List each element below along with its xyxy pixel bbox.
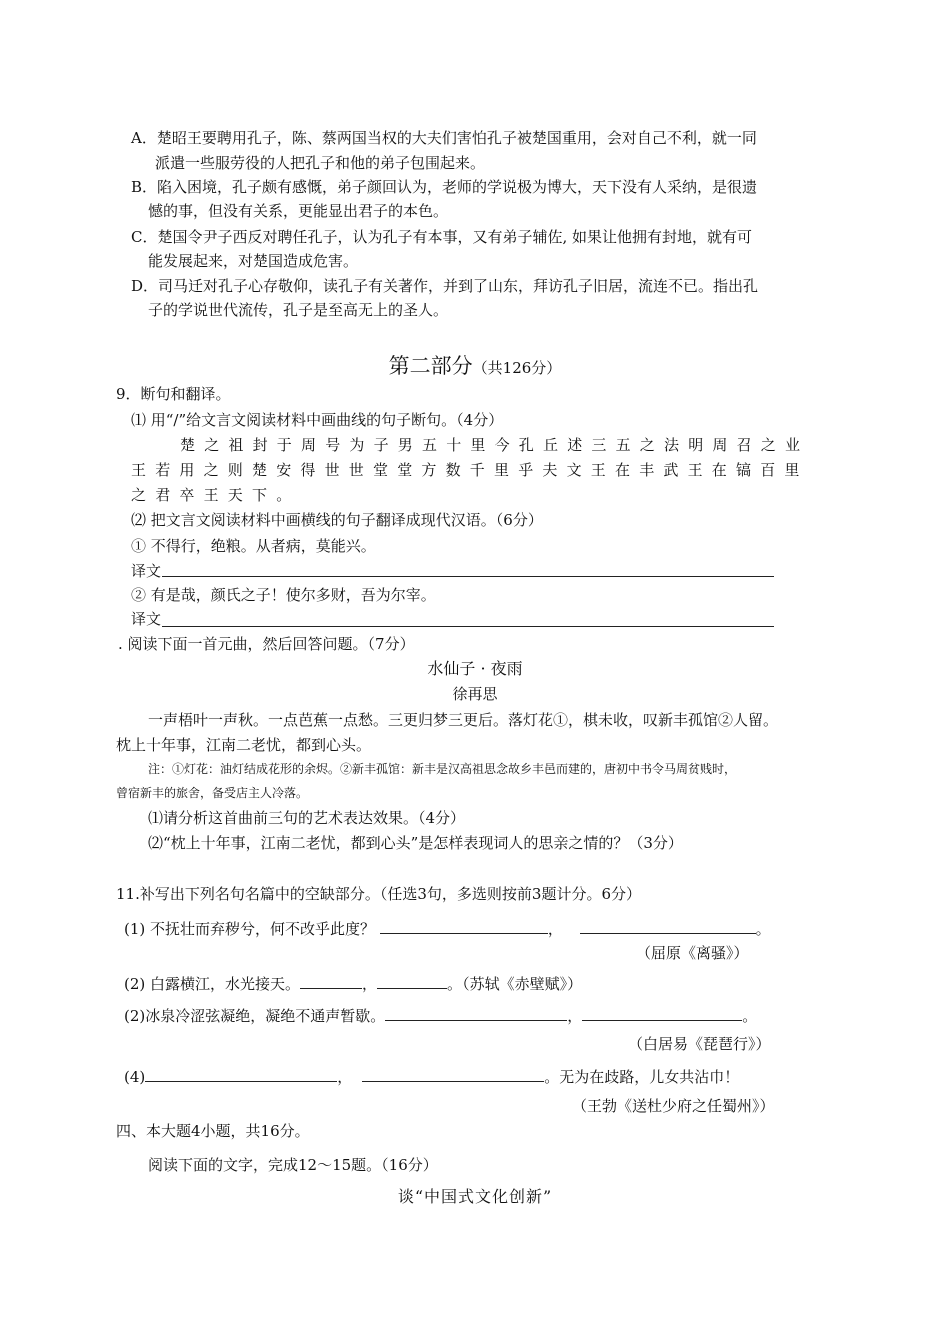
part-four-instruction: 阅读下面的文字，完成12～15题。（16分） bbox=[148, 1156, 438, 1174]
q9-sentence1: ① 不得行，绝粮。从者病，莫能兴。 bbox=[131, 537, 376, 555]
q9-text-line1: 楚之祖封于周号为子男五十里今孔丘述三五之法明周召之业 bbox=[180, 436, 810, 454]
poem-note-line2: 曾宿新丰的旅舍，备受店主人冷落。 bbox=[116, 786, 309, 800]
article-title: 谈“中国式文化创新” bbox=[397, 1187, 553, 1206]
q9-sub1: ⑴ 用“/”给文言文阅读材料中画曲线的句子断句。（4分） bbox=[131, 411, 504, 429]
q9-text-line2: 王若用之则楚安得世世堂堂方数千里乎夫文王在丰武王在镐百里 bbox=[131, 461, 809, 479]
poem-line1: 一声梧叶一声秋。一点芭蕉一点愁。三更归梦三更后。落灯花①，棋未收，叹新丰孤馆②人留。 bbox=[148, 711, 779, 729]
q11-item4-source: （王勃《送杜少府之任蜀州》） bbox=[572, 1097, 775, 1115]
q11-item4 bbox=[124, 1065, 739, 1087]
q11-item1-blank1[interactable] bbox=[380, 917, 548, 934]
q11-heading: 11.补写出下列名句名篇中的空缺部分。（任选3句，多选则按前3题计分。6分） bbox=[116, 885, 641, 903]
poem-line2: 枕上十年事，江南二老忧，都到心头。 bbox=[116, 736, 372, 754]
part-two-title bbox=[0, 350, 950, 380]
option-c-line2: 能发展起来，对楚国造成危害。 bbox=[148, 252, 359, 270]
poem-note-line1: 注：①灯花：油灯结成花形的余烬。②新丰孤馆：新丰是汉高祖思念故乡丰邑而建的，唐初中书令马周贫贱时， bbox=[148, 762, 737, 776]
q9-translation2-blank[interactable] bbox=[162, 626, 774, 627]
q9-sentence2: ② 有是哉，颜氏之子！使尔多财，吾为尔宰。 bbox=[131, 586, 436, 604]
option-b-line2: 憾的事，但没有关系，更能显出君子的本色。 bbox=[148, 202, 449, 220]
q11-period: 。 bbox=[742, 1007, 758, 1025]
q9-sub2: ⑵ 把文言文阅读材料中画横线的句子翻译成现代汉语。（6分） bbox=[131, 511, 543, 529]
option-b-line1: B．陷入困境，孔子颇有感慨，弟子颜回认为，老师的学说极为博大，天下没有人采纳，是很遗 bbox=[131, 178, 758, 196]
q11-item2-text: (2) 白露横江，水光接天。 bbox=[124, 975, 301, 993]
q9-translation2-label: 译文 bbox=[131, 610, 162, 628]
q11-item3-blank2[interactable] bbox=[582, 1004, 742, 1021]
q11-comma: ， bbox=[567, 1007, 583, 1025]
q11-item1 bbox=[124, 917, 771, 939]
q11-comma: ， bbox=[337, 1068, 353, 1086]
part-two-heading: 第二部分 bbox=[388, 354, 473, 378]
q11-period: 。 bbox=[755, 920, 771, 938]
option-c-line1: C．楚国令尹子西反对聘任孔子，认为孔子有本事，又有弟子辅佐, 如果让他拥有封地，就有可 bbox=[131, 228, 753, 246]
q9-heading: 9．断句和翻译。 bbox=[116, 385, 231, 403]
option-d-line1: D．司马迁对孔子心存敬仰，读孔子有关著作，并到了山东，拜访孔子旧居，流连不已。指出孔 bbox=[131, 277, 759, 295]
q11-item1-blank2[interactable] bbox=[580, 917, 756, 934]
q11-item4-label: (4) bbox=[124, 1068, 146, 1086]
q11-comma: ， bbox=[547, 920, 563, 938]
q11-item3-blank1[interactable] bbox=[385, 1004, 567, 1021]
q10-question-a: ⑴请分析这首曲前三句的艺术表达效果。（4分） bbox=[148, 809, 466, 827]
q11-item4-blank1[interactable] bbox=[145, 1065, 337, 1082]
q11-period: 。 bbox=[447, 975, 463, 993]
q11-item3 bbox=[124, 1004, 757, 1026]
q9-translation1-blank[interactable] bbox=[162, 576, 774, 577]
q11-item2 bbox=[124, 972, 582, 994]
q11-item2-blank1[interactable] bbox=[300, 972, 362, 989]
poem-title: 水仙子 · 夜雨 bbox=[427, 659, 523, 678]
part-two-score: （共126分） bbox=[472, 359, 562, 377]
q11-item2-blank2[interactable] bbox=[377, 972, 447, 989]
option-a-line1: A．楚昭王要聘用孔子，陈、蔡两国当权的大夫们害怕孔子被楚国重用，会对自己不利，就一同 bbox=[131, 129, 757, 147]
q11-item4-tail: 。无为在歧路，儿女共沾巾！ bbox=[544, 1068, 740, 1086]
q11-item3-source: （白居易《琵琶行》） bbox=[628, 1035, 771, 1053]
option-a-line2: 派遣一些服劳役的人把孔子和他的弟子包围起来。 bbox=[155, 154, 486, 172]
q11-item4-blank2[interactable] bbox=[362, 1065, 544, 1082]
q11-item2-source: （苏轼《赤壁赋》） bbox=[462, 975, 583, 993]
q10-heading: . 阅读下面一首元曲，然后回答问题。（7分） bbox=[118, 635, 415, 653]
q9-text-line3: 之君卒王天下。 bbox=[131, 486, 301, 504]
q9-translation1-label: 译文 bbox=[131, 562, 162, 580]
q11-item3-text: (2)冰泉冷涩弦凝绝，凝绝不通声暂歇。 bbox=[124, 1007, 386, 1025]
part-four-heading: 四、本大题4小题，共16分。 bbox=[116, 1122, 310, 1140]
q11-comma: ， bbox=[362, 975, 378, 993]
q11-item1-text: (1) 不抚壮而弃秽兮，何不改乎此度？ bbox=[124, 920, 376, 938]
poem-author: 徐再思 bbox=[452, 685, 498, 703]
q11-item1-source: （屈原《离骚》） bbox=[636, 944, 749, 962]
q10-question-b: ⑵“枕上十年事，江南二老忧，都到心头”是怎样表现词人的思亲之情的？（3分） bbox=[148, 834, 683, 852]
option-d-line2: 子的学说世代流传，孔子是至高无上的圣人。 bbox=[148, 301, 449, 319]
